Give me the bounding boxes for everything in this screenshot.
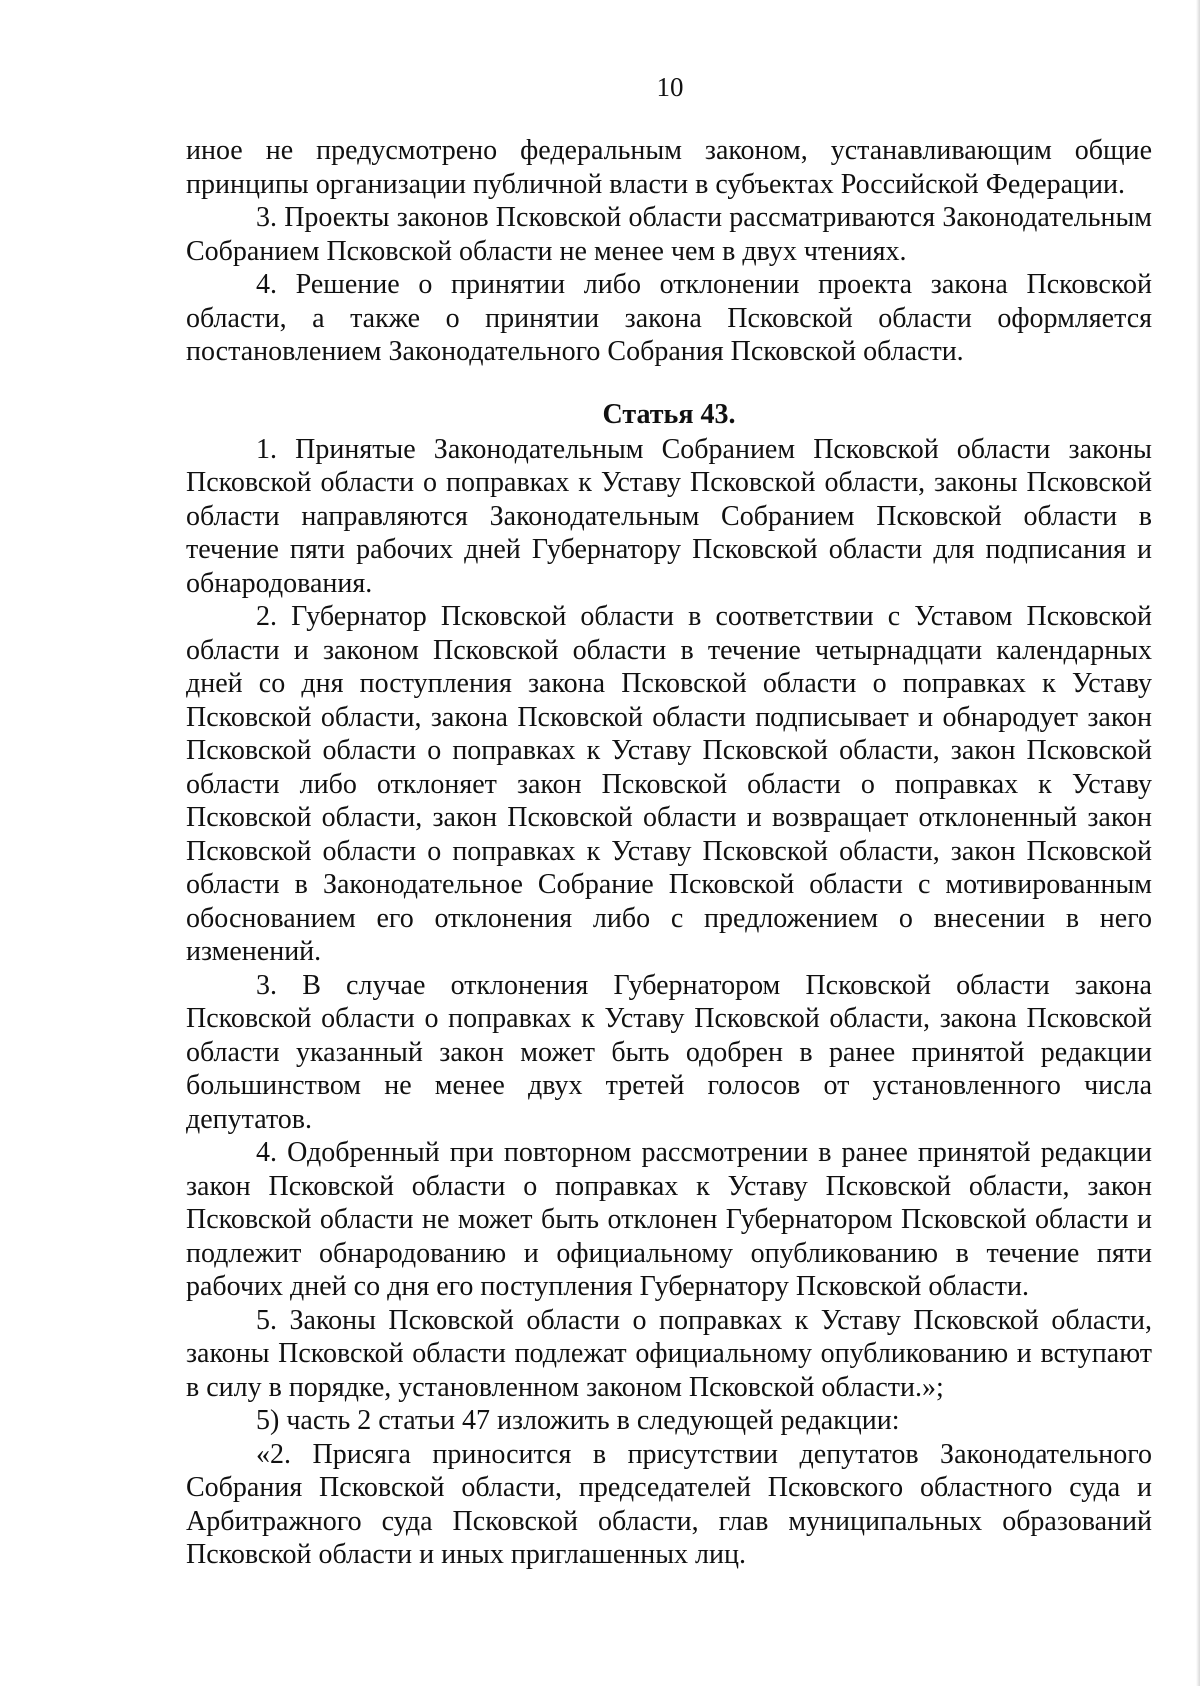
article-paragraph-1: 1. Принятые Законодательным Собранием Псковской области законы Псковской области о поправках к Уставу Псковской области, законы Псковской области направляются Законодательным Собранием Псковской области в течение пяти рабочих дней Губернатору Псковской области для подписания и обнародования. <box>186 433 1152 599</box>
amendment-instruction: 5) часть 2 статьи 47 изложить в следующей редакции: <box>256 1405 900 1436</box>
article-paragraph-4: 4. Одобренный при повторном рассмотрении в ранее принятой редакции закон Псковской области о поправках к Уставу Псковской области, закон Псковской области не может быть отклонен Губернатором Псковской области и подлежит обнародованию и официальному опубликованию в течение пяти рабочих дней со дня его поступления Губернатору Псковской области. <box>186 1137 1152 1302</box>
paragraph-continuation: иное не предусмотрено федеральным законом, устанавливающим общие принципы организации публичной власти в субъектах Российской Федерации. <box>186 135 1152 200</box>
article-paragraph-3: 3. В случае отклонения Губернатором Псковской области закона Псковской области о поправках к Уставу Псковской области, закона Псковской области указанный закон может быть одобрен в ранее принятой редакции большинством не менее двух третей голосов от установленного числа депутатов. <box>186 969 1152 1135</box>
article-paragraph-2: 2. Губернатор Псковской области в соответствии с Уставом Псковской области и законом Псковской области в течение четырнадцати календарных дней со дня поступления закона Псковской области о поправках к Уставу Псковской области, закона Псковской области подписывает и обнародует закон Псковской области о поправках к Уставу Псковской области, закон Псковской области либо отклоняет закон Псковской области о поправках к Уставу Псковской области, закон Псковской области и возвращает отклоненный закон Псковской области о поправках к Уставу Псковской области, закон Псковской области в Законодательное Собрание Псковской области с мотивированным обоснованием его отклонения либо с предложением о внесении в него изменений. <box>186 601 1152 967</box>
article-paragraph-5: 5. Законы Псковской области о поправках к Уставу Псковской области, законы Псковской области подлежат официальному опубликованию и вступают в силу в порядке, установленном законом Псковской области.»; <box>186 1304 1152 1403</box>
paragraph-item-3: 3. Проекты законов Псковской области рассматриваются Законодательным Собранием Псковской области не менее чем в двух чтениях. <box>186 202 1152 267</box>
document-body <box>186 134 1152 1572</box>
article-heading: Статья 43. <box>602 398 736 430</box>
amendment-text: «2. Присяга приносится в присутствии депутатов Законодательного Собрания Псковской области, председателей Псковского областного суда и Арбитражного суда Псковской области, глав муниципальных образований Псковской области и иных приглашенных лиц. <box>186 1438 1152 1570</box>
page-number: 10 <box>656 72 684 102</box>
paragraph-item-4: 4. Решение о принятии либо отклонении проекта закона Псковской области, а также о принятии закона Псковской области оформляется постановлением Законодательного Собрания Псковской области. <box>186 269 1152 367</box>
